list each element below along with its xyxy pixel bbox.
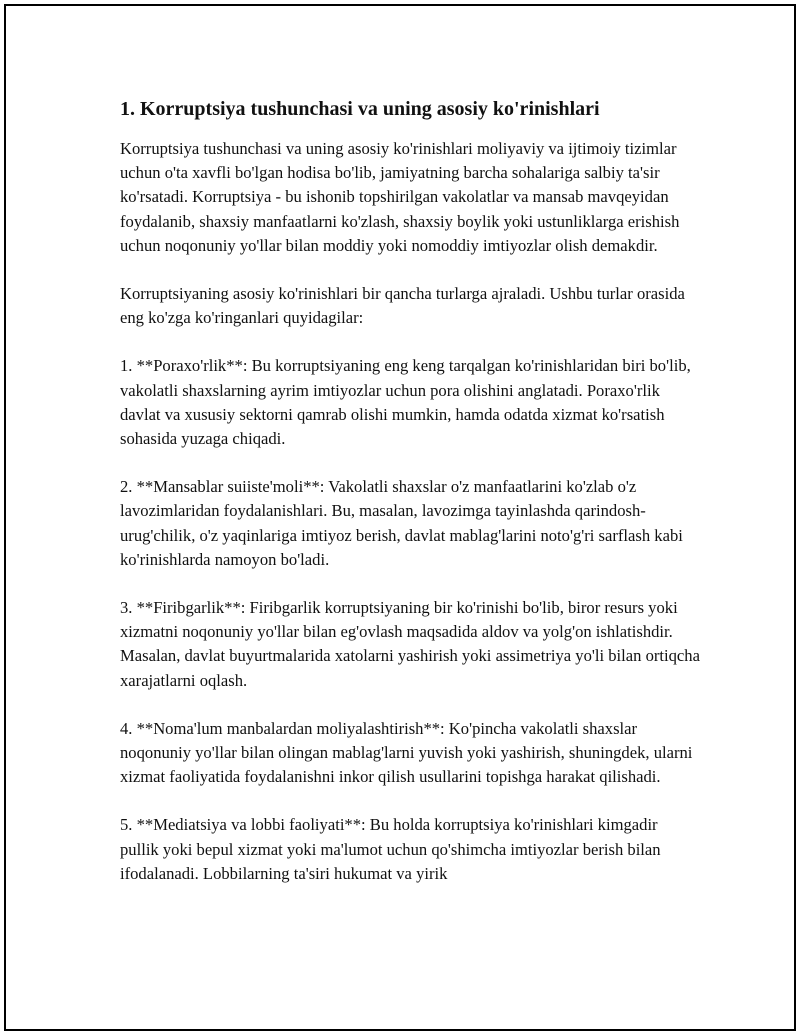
- list-item-fraud: 3. **Firibgarlik**: Firibgarlik korruptsiyaning bir ko'rinishi bo'lib, biror resurs yoki xizmatni noqonuniy yo'llar bilan eg'ovlash maqsadida aldov va yolg'on ishlatishdir. Masalan, davlat buyurtmalarida xatolarni yashirish yoki assimetriya yo'li bilan ortiqcha xarajatlarni oqlash.: [120, 598, 700, 690]
- list-item-abuse-of-office: 2. **Mansablar suiiste'moli**: Vakolatli shaxslar o'z manfaatlarini ko'zlab o'z lavozimlaridan foydalanishlari. Bu, masalan, lavozimga tayinlashda qarindosh-urug'chilik, o'z yaqinlariga imtiyoz berish, davlat mablag'larini noto'g'ri sarflash kabi ko'rinishlarda namoyon bo'ladi.: [120, 477, 683, 569]
- list-item-unknown-funding: 4. **Noma'lum manbalardan moliyalashtirish**: Ko'pincha vakolatli shaxslar noqonuniy yo'llar bilan olingan mablag'larni yuvish yoki yashirish, shuningdek, ularni xizmat faoliyatida foydalanishni inkor qilish usullarini topishga harakat qilishadi.: [120, 718, 693, 787]
- document-content: [120, 96, 700, 910]
- list-item-bribery: 1. **Poraxo'rlik**: Bu korruptsiyaning eng keng tarqalgan ko'rinishlaridan biri bo'lib, vakolatli shaxslarning ayrim imtiyozlar uchun pora olishini anglatadi. Poraxo'rlik davlat va xususiy sektorni qamrab olishi mumkin, hamda odatda xizmat ko'rsatish sohasida yuzaga chiqadi.: [120, 356, 691, 449]
- section-heading: 1. Korruptsiya tushunchasi va uning asosiy ko'rinishlari: [120, 98, 600, 120]
- document-page: [4, 4, 796, 1031]
- list-item-mediation-lobbying: 5. **Mediatsiya va lobbi faoliyati**: Bu holda korruptsiya ko'rinishlari kimgadir pullik yoki bepul xizmat yoki ma'lumot uchun qo'shimcha imtiyozlar berish bilan ifodalanadi. Lobbilarning ta'siri hukumat va yirik: [120, 815, 661, 883]
- paragraph-intro: Korruptsiya tushunchasi va uning asosiy ko'rinishlari moliyaviy va ijtimoiy tizimlar uchun o'ta xavfli bo'lgan hodisa bo'lib, jamiyatning barcha sohalariga salbiy ta'sir ko'rsatadi. Korruptsiya - bu ishonib topshirilgan vakolatlar va mansab mavqeyidan foydalanib, shaxsiy manfaatlarni ko'zlash, shaxsiy boylik yoki ustunliklarga erishish uchun noqonuniy yo'llar bilan moddiy yoki nomoddiy imtiyozlar olish demakdir.: [120, 139, 680, 255]
- paragraph-types-intro: Korruptsiyaning asosiy ko'rinishlari bir qancha turlarga ajraladi. Ushbu turlar orasida eng ko'zga ko'ringanlari quyidagilar:: [120, 284, 685, 328]
